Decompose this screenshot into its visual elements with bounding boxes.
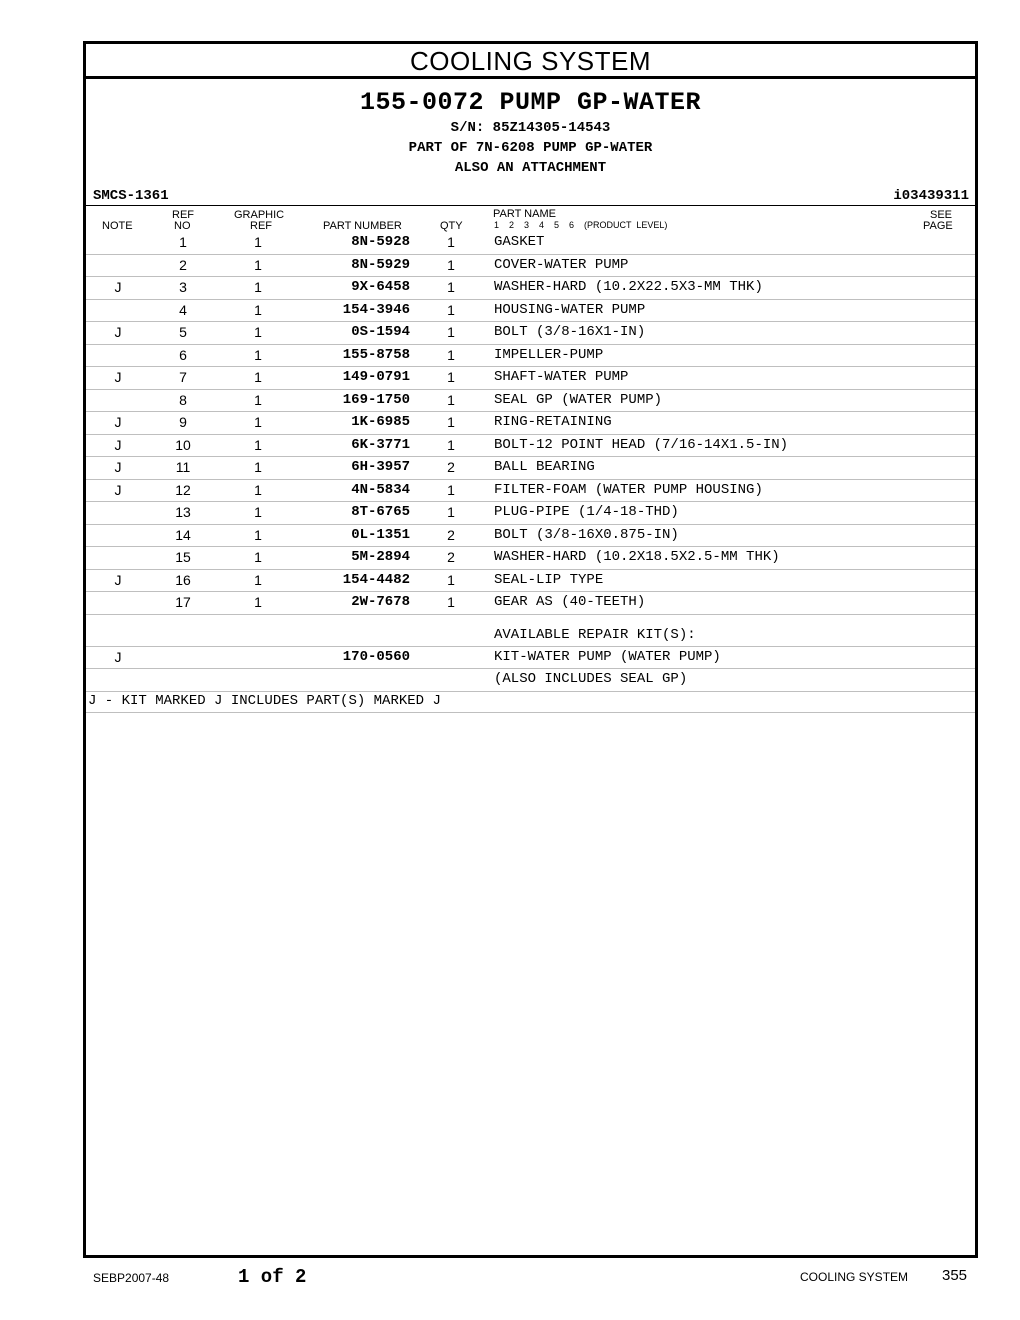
table-row (86, 367, 975, 390)
part-number-cell: 5M-2894 (351, 549, 410, 565)
qty-cell: 2 (447, 526, 455, 543)
table-row (86, 547, 975, 570)
col-ref-bottom: NO (174, 220, 191, 232)
group-title: 155-0072 PUMP GP-WATER (359, 88, 702, 117)
qty-cell: 1 (447, 346, 455, 363)
qty-cell: 1 (447, 324, 455, 340)
part-name-cell: FILTER-FOAM (WATER PUMP HOUSING) (494, 481, 763, 498)
graphic-ref-cell: 1 (254, 279, 262, 295)
part-number-cell: 169-1750 (342, 391, 410, 408)
note-cell: J (114, 414, 122, 430)
graphic-ref-cell: 1 (254, 234, 262, 250)
ref-cell: 1 (179, 234, 187, 250)
table-row (86, 255, 975, 278)
col-qty: QTY (440, 220, 463, 232)
ref-cell: 16 (175, 571, 191, 588)
part-number-cell: 155-8758 (342, 346, 410, 363)
part-name-cell: COVER-WATER PUMP (494, 256, 629, 273)
graphic-ref-cell: 1 (254, 549, 262, 565)
table-row (86, 502, 975, 525)
graphic-ref-cell: 1 (254, 571, 262, 588)
part-name-cell: HOUSING-WATER PUMP (494, 301, 646, 318)
qty-cell: 1 (447, 391, 455, 408)
part-name-cell: WASHER-HARD (10.2X22.5X3-MM THK) (494, 279, 763, 295)
col-product-levels: 1 2 3 4 5 6 (PRODUCT LEVEL) (494, 220, 668, 230)
repair-kit-heading: AVAILABLE REPAIR KIT(S): (494, 626, 696, 643)
graphic-ref-cell: 1 (254, 391, 262, 408)
repair-kit-includes: (ALSO INCLUDES SEAL GP) (494, 671, 688, 687)
qty-cell: 1 (447, 256, 455, 273)
ref-cell: 14 (175, 526, 191, 543)
serial-number: S/N: 85Z14305-14543 (450, 120, 611, 136)
part-number-cell: 8N-5929 (351, 256, 410, 273)
table-row (86, 457, 975, 480)
part-name-cell: BALL BEARING (494, 459, 595, 475)
note-cell: J (114, 459, 122, 475)
ref-cell: 3 (179, 279, 187, 295)
part-number-cell: 154-3946 (342, 301, 410, 318)
column-headers (86, 205, 975, 232)
ref-cell: 9 (179, 414, 187, 430)
table-row (86, 390, 975, 413)
part-name-cell: IMPELLER-PUMP (494, 346, 604, 363)
part-number-cell: 2W-7678 (351, 594, 410, 610)
smcs-code: SMCS-1361 (93, 188, 169, 204)
table-row (86, 592, 975, 615)
qty-cell: 1 (447, 301, 455, 318)
table-row (86, 480, 975, 503)
ref-cell: 5 (179, 324, 187, 340)
attachment-note: ALSO AN ATTACHMENT (454, 160, 607, 176)
ref-cell: 15 (175, 549, 191, 565)
table-row (86, 277, 975, 300)
note-cell: J (114, 571, 122, 588)
note-cell: J (114, 436, 122, 453)
parts-list (86, 232, 975, 713)
note-cell: J (114, 324, 122, 340)
col-ref-top: REF (172, 209, 194, 221)
part-number-cell: 149-0791 (342, 369, 410, 385)
ref-cell: 4 (179, 301, 187, 318)
ref-cell: 8 (179, 391, 187, 408)
part-name-cell: RING-RETAINING (494, 414, 612, 430)
part-name-cell: WASHER-HARD (10.2X18.5X2.5-MM THK) (494, 549, 780, 565)
table-row (86, 345, 975, 368)
page-count: 1 of 2 (238, 1266, 307, 1288)
graphic-ref-cell: 1 (254, 594, 262, 610)
qty-cell: 1 (447, 571, 455, 588)
graphic-ref-cell: 1 (254, 459, 262, 475)
table-row (86, 412, 975, 435)
page-number: 355 (942, 1267, 968, 1284)
part-name-cell: GEAR AS (40-TEETH) (494, 594, 646, 610)
part-name-cell: SEAL GP (WATER PUMP) (494, 391, 663, 408)
part-number-cell: 0S-1594 (351, 324, 410, 340)
ref-cell: 12 (175, 481, 191, 498)
part-name-cell: SHAFT-WATER PUMP (494, 369, 629, 385)
footer-section-title: COOLING SYSTEM (800, 1270, 909, 1284)
note-cell: J (114, 279, 122, 295)
graphic-ref-cell: 1 (254, 526, 262, 543)
section-title: COOLING SYSTEM (86, 44, 975, 79)
graphic-ref-cell: 1 (254, 324, 262, 340)
part-number-cell: 6K-3771 (351, 436, 410, 453)
qty-cell: 2 (447, 459, 455, 475)
repair-kit-includes-row (86, 669, 975, 692)
group-header (86, 79, 975, 205)
col-part-number: PART NUMBER (323, 220, 402, 232)
part-name-cell: BOLT-12 POINT HEAD (7/16-14X1.5-IN) (494, 436, 789, 453)
graphic-ref-cell: 1 (254, 481, 262, 498)
ref-cell: 13 (175, 504, 191, 520)
ref-cell: 2 (179, 256, 187, 273)
qty-cell: 2 (447, 549, 455, 565)
ref-cell: 6 (179, 346, 187, 363)
table-row (86, 570, 975, 593)
col-part-name: PART NAME (493, 208, 556, 220)
col-see-bottom: PAGE (923, 220, 953, 232)
note-cell: J (114, 481, 122, 498)
part-number-cell: 154-4482 (342, 571, 410, 588)
qty-cell: 1 (447, 369, 455, 385)
table-row (86, 525, 975, 548)
part-name-cell: PLUG-PIPE (1/4-18-THD) (494, 504, 679, 520)
col-graphic-top: GRAPHIC (234, 209, 285, 221)
graphic-ref-cell: 1 (254, 504, 262, 520)
part-name-cell: BOLT (3/8-16X1-IN) (494, 324, 646, 340)
qty-cell: 1 (447, 436, 455, 453)
qty-cell: 1 (447, 481, 455, 498)
ref-cell: 11 (175, 459, 191, 475)
graphic-ref-cell: 1 (254, 346, 262, 363)
graphic-ref-cell: 1 (254, 369, 262, 385)
part-number-cell: 0L-1351 (351, 526, 410, 543)
ref-cell: 17 (175, 594, 191, 610)
qty-cell: 1 (447, 234, 455, 250)
repair-kit-heading-row (86, 615, 975, 647)
part-of: PART OF 7N-6208 PUMP GP-WATER (408, 140, 653, 156)
col-graphic-bottom: REF (250, 220, 272, 232)
part-number-cell: 8T-6765 (351, 504, 410, 520)
part-number-cell: 6H-3957 (351, 459, 410, 475)
part-name-cell: GASKET (494, 234, 545, 250)
qty-cell: 1 (447, 594, 455, 610)
repair-kit-row (86, 647, 975, 670)
illustration-id: i03439311 (893, 188, 969, 204)
part-number-cell: 1K-6985 (351, 414, 410, 430)
page-frame (83, 41, 978, 1258)
qty-cell: 1 (447, 414, 455, 430)
table-row (86, 435, 975, 458)
col-see-top: SEE (930, 209, 953, 221)
table-row (86, 322, 975, 345)
part-number-cell: 9X-6458 (351, 279, 410, 295)
part-number-cell: 4N-5834 (351, 481, 410, 498)
part-number-cell: 170-0560 (342, 648, 410, 665)
graphic-ref-cell: 1 (254, 436, 262, 453)
part-number-cell: 8N-5928 (351, 234, 410, 250)
part-name-cell: BOLT (3/8-16X0.875-IN) (494, 526, 679, 543)
part-name-cell: SEAL-LIP TYPE (494, 571, 604, 588)
note-cell: J (114, 369, 122, 385)
kit-footnote: J - KIT MARKED J INCLUDES PART(S) MARKED J (86, 692, 975, 713)
part-name-cell: KIT-WATER PUMP (WATER PUMP) (494, 648, 721, 665)
graphic-ref-cell: 1 (254, 414, 262, 430)
graphic-ref-cell: 1 (254, 256, 262, 273)
col-note: NOTE (102, 220, 133, 232)
ref-cell: 7 (179, 369, 187, 385)
note-cell: J (114, 648, 122, 665)
graphic-ref-cell: 1 (254, 301, 262, 318)
document-code: SEBP2007-48 (93, 1271, 170, 1285)
table-row (86, 300, 975, 323)
qty-cell: 1 (447, 279, 455, 295)
qty-cell: 1 (447, 504, 455, 520)
ref-cell: 10 (175, 436, 191, 453)
table-row (86, 232, 975, 255)
